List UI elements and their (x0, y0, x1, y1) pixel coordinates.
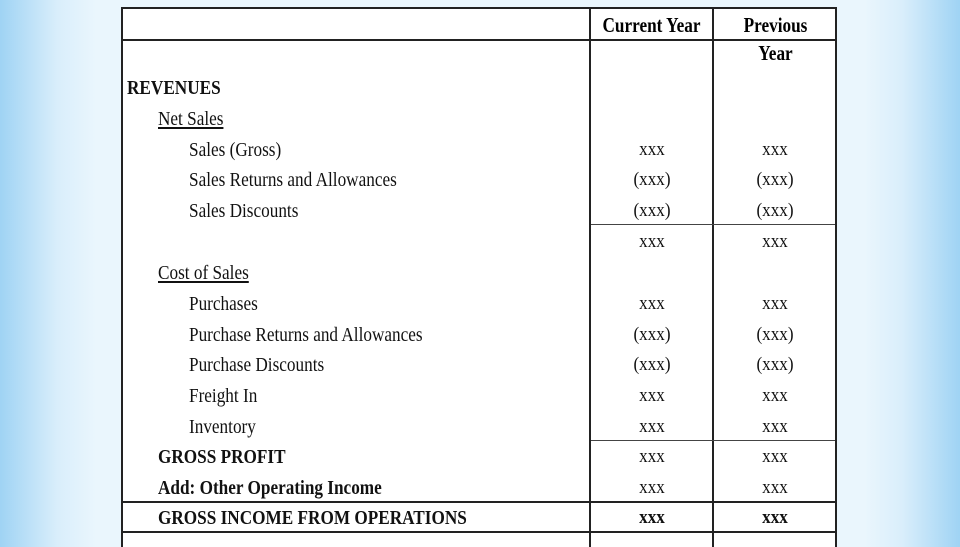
row-label: Sales Discounts (189, 200, 299, 222)
statement-row (123, 289, 835, 319)
current-year-value: xxx (639, 477, 665, 498)
row-label: Net Sales (158, 108, 224, 130)
previous-year-value: (xxx) (756, 169, 794, 190)
current-year-value: (xxx) (633, 354, 671, 375)
current-year-value: (xxx) (633, 324, 671, 345)
previous-year-value: xxx (762, 507, 788, 528)
statement-row (123, 412, 835, 442)
row-label: Sales Returns and Allowances (189, 169, 397, 191)
statement-row (123, 381, 835, 411)
statement-row (123, 227, 835, 257)
header-current-year: Current Year (602, 13, 701, 37)
previous-year-value: (xxx) (756, 354, 794, 375)
current-year-value: xxx (639, 416, 665, 437)
row-label: Sales (Gross) (189, 139, 282, 161)
previous-year-value: xxx (762, 416, 788, 437)
row-label: Purchase Discounts (189, 354, 325, 376)
current-year-value: (xxx) (633, 200, 671, 221)
header-previous-year: Previous Year (743, 13, 808, 65)
statement-row (123, 196, 835, 226)
current-year-value: xxx (639, 293, 665, 314)
previous-year-value: (xxx) (756, 200, 794, 221)
row-label: Cost of Sales (158, 262, 249, 284)
current-year-value: (xxx) (633, 169, 671, 190)
net-sales-subtotal-rule (591, 224, 835, 225)
statement-row (123, 442, 835, 472)
row-label: Purchases (189, 293, 258, 315)
statement-row (123, 258, 835, 288)
header-rule (123, 39, 835, 41)
previous-year-value: xxx (762, 293, 788, 314)
row-label: REVENUES (127, 77, 221, 99)
statement-row (123, 320, 835, 350)
previous-year-value: xxx (762, 139, 788, 160)
statement-row (123, 473, 835, 503)
previous-year-value: (xxx) (756, 324, 794, 345)
statement-row (123, 503, 835, 533)
operations-top-rule (123, 501, 835, 503)
current-year-value: xxx (639, 385, 665, 406)
statement-row (123, 104, 835, 134)
row-label: GROSS PROFIT (158, 446, 286, 468)
row-label: Freight In (189, 385, 258, 407)
statement-row (123, 350, 835, 380)
current-year-value: xxx (639, 446, 665, 467)
current-year-value: xxx (639, 507, 665, 528)
previous-year-value: xxx (762, 446, 788, 467)
statement-row (123, 165, 835, 195)
previous-year-value: xxx (762, 231, 788, 252)
row-label: GROSS INCOME FROM OPERATIONS (158, 507, 467, 529)
current-year-value: xxx (639, 139, 665, 160)
row-label: Inventory (189, 416, 256, 438)
row-label: Purchase Returns and Allowances (189, 324, 423, 346)
previous-year-value: xxx (762, 477, 788, 498)
row-label: Add: Other Operating Income (158, 477, 382, 499)
previous-year-value: xxx (762, 385, 788, 406)
cost-of-sales-subtotal-rule (591, 440, 835, 441)
operations-bottom-rule (123, 531, 835, 533)
statement-row (123, 73, 835, 103)
current-year-value: xxx (639, 231, 665, 252)
statement-row (123, 135, 835, 165)
income-statement-table (121, 7, 837, 547)
